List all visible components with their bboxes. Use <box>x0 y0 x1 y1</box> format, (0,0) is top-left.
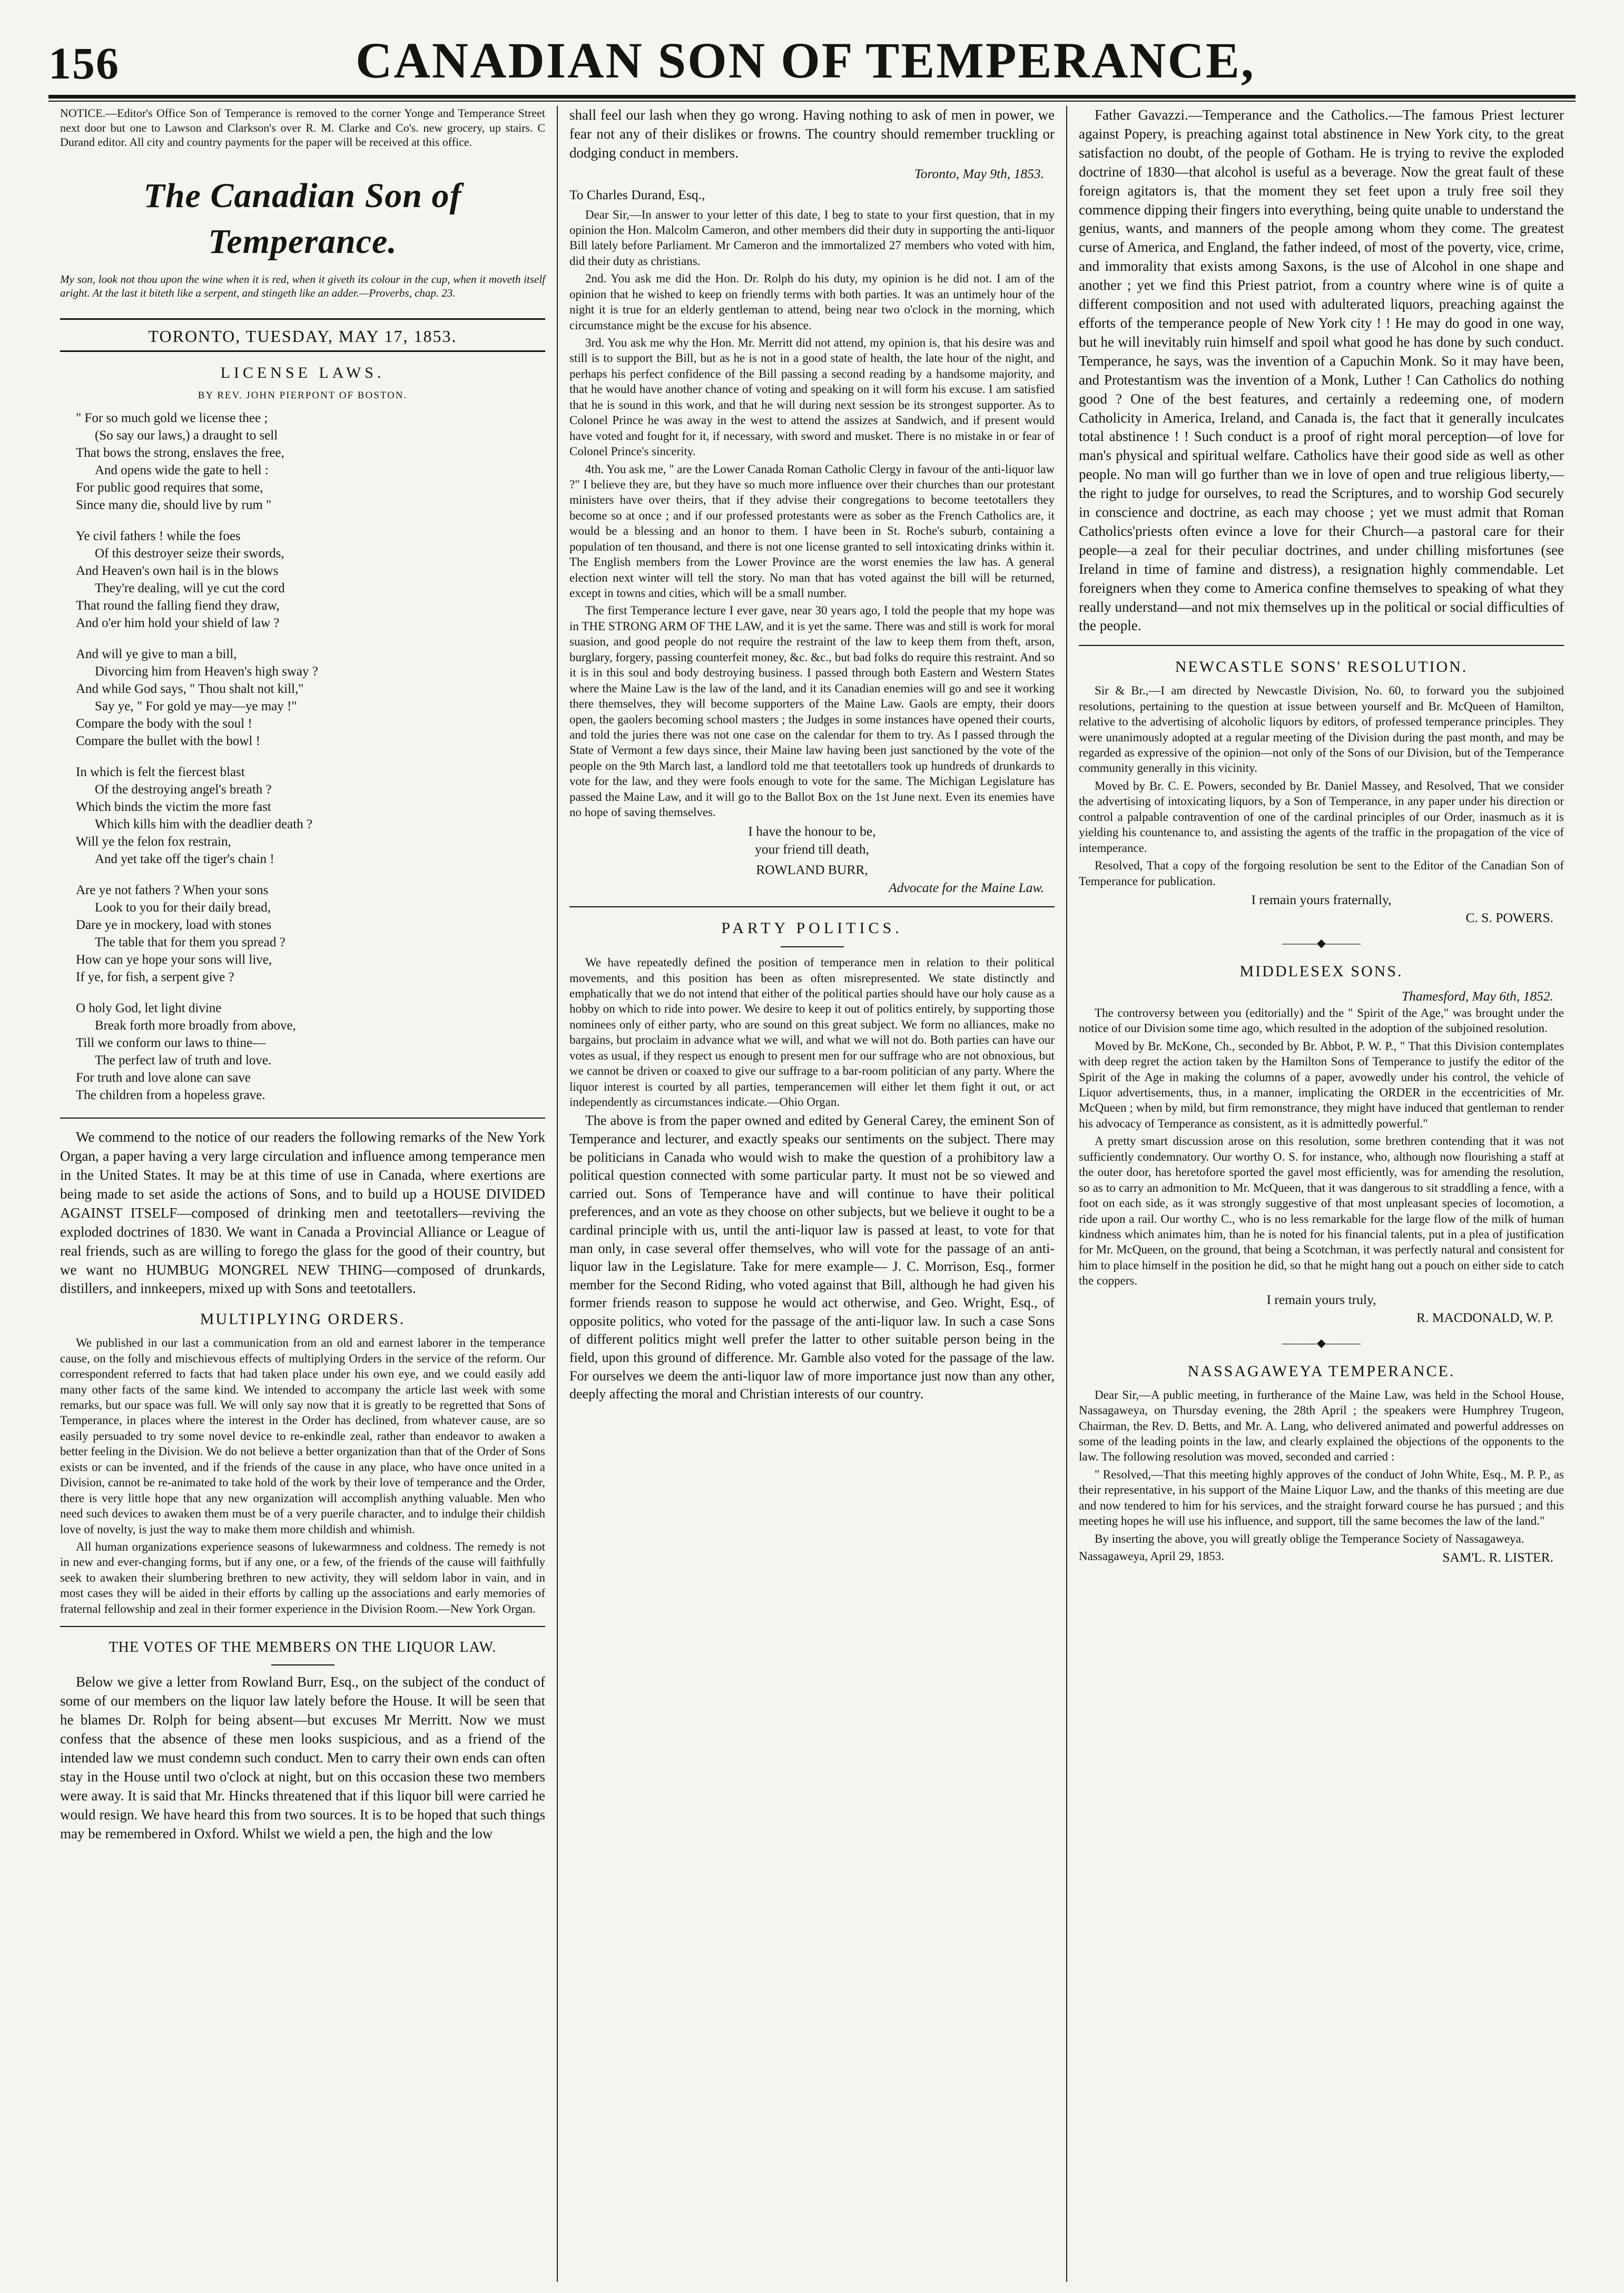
title-rule <box>271 1664 334 1665</box>
article-paragraph: Sir & Br.,—I am directed by Newcastle Division, No. 60, to forward you the subjoined resolutions, pertaining to the question at issue between yourself and Br. McQueen of Hamilton, relative to the advertising of alcoholic liquors by editors, of professed temperance principles. They were unanimously adopted at a regular meeting of the Division during the past month, and may be regarded as expressive of the opinion—not only of the Sons of our Division, but of the Temperance community generally in this vicinity. <box>1079 684 1564 775</box>
middlesex-title: MIDDLESEX SONS. <box>1239 963 1403 981</box>
section-divider <box>569 906 1055 907</box>
letter-dateline: Nassagaweya, April 29, 1853. <box>1079 1550 1224 1563</box>
motto: My son, look not thou upon the wine when it is red, when it giveth its colour in the cup, when it moveth itself aright. At the last it biteth like a serpent, and stingeth like an adder.—Proverbs, chap. 23. <box>60 273 545 300</box>
poem-line: Say ye, " For gold ye may—ye may !" <box>95 699 297 714</box>
office-notice: NOTICE.—Editor's Office Son of Temperance is removed to the corner Yonge and Temperance Street next door but one to Lawson and Clarkson's over R. M. Clarke and Co's. new grocery, up stairs. C Durand editor. All city and country payments for the paper will be received at this office. <box>60 106 545 149</box>
letter-closing: your friend till death, <box>755 841 869 857</box>
columns <box>48 106 1576 2282</box>
poem <box>76 409 545 1104</box>
letter-signer-title: Advocate for the Maine Law. <box>889 880 1044 896</box>
stanza <box>76 527 545 632</box>
poem-line: And while God says, " Thou shalt not kill," <box>76 682 304 697</box>
letter-closing: I remain yours truly, <box>1266 1291 1376 1307</box>
column-3 <box>1067 106 1576 2282</box>
article-paragraph: Below we give a letter from Rowland Burr, Esq., on the subject of the conduct of some of our members on the liquor law lately before the House. It will be seen that he blames Dr. Rolph for being absent—but excuses Mr Merritt. Now we must confess that the absence of these men looks suspicious, and as a friend of the intended law we must condemn such conduct. Men to carry their own ends can often stay in the House until two o'clock at night, but on this occasion these two members were away. It is said that Mr. Hincks threatened that if this liquor bill were carried he would resign. We have heard this from two sources. It is to be hoped that such things may be remembered in Oxford. Whilst we wield a pen, the high and the low <box>60 1674 545 1841</box>
poem-line: " For so much gold we license thee ; <box>76 411 268 426</box>
title-rule <box>781 946 844 947</box>
letter-dateline: Thamesford, May 6th, 1852. <box>1401 988 1553 1004</box>
poem-line: They're dealing, will ye cut the cord <box>95 581 285 596</box>
article-paragraph: We published in our last a communication from an old and earnest laborer in the temperance cause, on the folly and mischievous effects of multiplying Orders in the service of the reform. Our correspondent referred to facts that had taken place under his own eye, and we could easily add many other facts of the same kind. We intended to accompany the article last week with some remarks, but our space was full. We will only say now that it is greatly to be regretted that Sons of Temperance, in places where the interest in the Order has declined, from whatever cause, are so easily persuaded to try some novel device to re-enkindle zeal, rather than endeavor to awaken a better feeling in the Division. We do not believe a better organization than that of the Order of Sons exists or can be invented, and if the friends of the cause in any place, who have once united in a Division, cannot be re-animated to take hold of the work by their love of temperance and the Order, there is very little hope that any new organization will accomplish anything valuable. Men who need such devices to awaken them must be of a very puerile character, and to indulge their childish love of novelty, is just the way to make them more childish and whimish. <box>60 1336 545 1536</box>
poem-line: And opens wide the gate to hell : <box>95 463 269 478</box>
poem-line: The children from a hopeless grave. <box>76 1088 265 1103</box>
poem-line: And o'er him hold your shield of law ? <box>76 616 280 631</box>
masthead <box>48 31 1576 90</box>
letter-signer: SAM'L. R. LISTER. <box>1442 1550 1553 1565</box>
letter-closing: I have the honour to be, <box>748 823 876 839</box>
letter-signer: ROWLAND BURR, <box>756 862 868 878</box>
nassagaweya-title: NASSAGAWEYA TEMPERANCE. <box>1187 1362 1455 1380</box>
stanza <box>76 881 545 986</box>
column-1 <box>48 106 557 2282</box>
column-2 <box>558 106 1066 2282</box>
section-divider <box>60 1626 545 1627</box>
letter-paragraph: 2nd. You ask me did the Hon. Dr. Rolph do his duty, my opinion is he did not. I am of the opinion that he wished to keep on friendly terms with both parties. It was an untimely hour of the night it is true for an elderly gentleman to attend, being near two o'clock in the morning, which circumstance might be the excuse for his absence. <box>569 272 1055 332</box>
section-divider <box>1079 645 1564 646</box>
poem-line: For truth and love alone can save <box>76 1071 251 1085</box>
letter-closing: I remain yours fraternally, <box>1251 891 1392 907</box>
article-paragraph: The controversy between you (editorially) and the " Spirit of the Age," was brought under the notice of our Division some time ago, which resulted in the adoption of the subjoined resolution. <box>1079 1006 1564 1035</box>
stanza <box>76 409 545 514</box>
banner-title: The Canadian Son of Temperance. <box>143 176 462 261</box>
article-paragraph: Moved by Br. C. E. Powers, seconded by Br. Daniel Massey, and Resolved, That we consider the advertising of intoxicating liquors, by a Son of Temperance, in any paper under his direction or control a palpable contravention of one of the cardinal principles of our Order, inasmuch as it is yielding his countenance to, and assisting the agents of the traffic in the propagation of the vice of intemperance. <box>1079 779 1564 855</box>
newcastle-title: NEWCASTLE SONS' RESOLUTION. <box>1175 658 1468 676</box>
letter-signer: C. S. POWERS. <box>1465 909 1553 925</box>
letter-paragraph: 3rd. You ask me why the Hon. Mr. Merritt did not attend, my opinion is, that his desire was and still is to support the Bill, but as he is not in a good state of health, the late hour of the night, and perhaps his perfect confidence of the Bill passing a second reading by a handsome majority, and that he would have another chance of voting and speaking on it will form his excuse. I am satisfied that he is sound in this work, and that he will during next session be its strongest supporter. As to Colonel Prince he was away in the west to attend the assizes at Sandwich, and if present would have voted and fought for it, if necessary, with sword and musket. There is no mistake in or fear of Colonel Prince's sincerity. <box>569 336 1055 458</box>
issue-dateline: TORONTO, TUESDAY, MAY 17, 1853. <box>60 318 545 352</box>
poem-line: Look to you for their daily bread, <box>95 900 271 915</box>
poem-line: The table that for them you spread ? <box>95 935 286 950</box>
section-divider <box>60 1118 545 1119</box>
poem-line: And yet take off the tiger's chain ! <box>95 852 274 867</box>
poem-line: Compare the bullet with the bowl ! <box>76 734 260 749</box>
signature-row <box>1079 1549 1564 1566</box>
votes-title: THE VOTES OF THE MEMBERS ON THE LIQUOR LAW. <box>109 1639 497 1656</box>
multiplying-orders-title: MULTIPLYING ORDERS. <box>200 1310 406 1328</box>
commend-paragraph: We commend to the notice of our readers the following remarks of the New York Organ, a paper having a very large circulation and influence among temperance men in the United States. It may be at this time of use in Canada, where exertions are being made to set aside the actions of Sons, and to build up a HOUSE DIVIDED AGAINST ITSELF—composed of drinking men and teetotallers—reviving the exploded doctrines of 1830. We want in Canada a Provincial Alliance or League of real friends, such as are willing to forego the glass for the good of their country, but we want no HUMBUG MONGREL NEW THING—composed of drunkards, distillers, and innkeepers, mixed up with Sons and teetotallers. <box>60 1129 545 1297</box>
poem-line: That bows the strong, enslaves the free, <box>76 446 284 460</box>
divider-ornament: ———◆——— <box>1282 1336 1361 1349</box>
article-paragraph: By inserting the above, you will greatly oblige the Temperance Society of Nassagaweya. <box>1095 1532 1524 1545</box>
license-laws-byline: BY REV. JOHN PIERPONT OF BOSTON. <box>198 389 408 401</box>
poem-line: For public good requires that some, <box>76 481 263 495</box>
poem-line: (So say our laws,) a draught to sell <box>95 428 278 443</box>
article-paragraph: All human organizations experience seasons of lukewarmness and coldness. The remedy is not in new and ever-changing forms, but if any one, or a few, of the friends of the cause will faithfully seek to awaken their slumbering brethren to new activity, they will seldom labor in vain, and in most cases they will be aided in their efforts by calling up the associations and early memories of fraternal fellowship and zeal in their former experience in the Division Room.—New York Organ. <box>60 1540 545 1615</box>
stanza <box>76 999 545 1104</box>
letter-dateline: Toronto, May 9th, 1853. <box>914 165 1044 181</box>
article-paragraph: Moved by Br. McKone, Ch., seconded by Br. Abbot, P. W. P., " That this Division contemplates with deep regret the action taken by the Hamilton Sons of Temperance to justify the editor of the Spirit of the Age in making the columns of a paper, avowedly under his control, the vehicle of Liquor advertisements, thus, in a manner, implicating the ORDER in the eccentricities of Mr. McQueen ; when by mild, but firm remonstrance, they might have induced that gentleman to render his advocacy of Temperance as consistent, as it is admittedly powerful." <box>1079 1039 1564 1130</box>
stanza <box>76 763 545 868</box>
divider-ornament: ———◆——— <box>1282 936 1361 949</box>
poem-line: Ye civil fathers ! while the foes <box>76 529 241 544</box>
poem-line: Which kills him with the deadlier death ? <box>95 817 313 832</box>
poem-line: Of this destroyer seize their swords, <box>95 546 284 561</box>
poem-line: If ye, for fish, a serpent give ? <box>76 970 234 985</box>
poem-line: Of the destroying angel's breath ? <box>95 782 272 797</box>
poem-line: Divorcing him from Heaven's high sway ? <box>95 664 318 679</box>
article-paragraph: shall feel our lash when they go wrong. Having nothing to ask of men in power, we fear not any of their dislikes or frowns. The country should remember truckling or dodging conduct in members. <box>569 107 1055 161</box>
gavazzi-article: Father Gavazzi.—Temperance and the Catholics.—The famous Priest lecturer against Popery, is preaching against total abstinence in New York city, to the great satisfaction no doubt, of the people of Gotham. He is trying to revive the exploded doctrine of 1830—that alcohol is useful as a beverage. Now the great fault of these foreign agitators is, that the moment they set feet upon a truly free soil they commence dipping their fingers into everything, being quite unable to understand the genius, wants, and manners of the people among whom they come. The greatest curse of America, and England, the father indeed, of most of the poverty, vice, crime, and immorality that exists among Saxons, is the use of Alcohol in one shape and another ; yet we find this Priest patriot, from a country where wine is of quite a different composition and not used with adulterated liquors, preaching against the efforts of the temperance people of New York city ! ! He may do good in one way, but he will inevitably ruin himself and spoil what good he has done by such conduct. Temperance, he says, was the invention of a Capuchin Monk. So it may have been, and Protestantism was the invention of a Monk, Luther ! Can Catholics do nothing good ? One of the best features, and certainly a redeeming one, of modern Catholicity in America, Ireland, and Canada is, the fact that it generally inculcates total abstinence ! ! Such conduct is a proof of right moral perception—of love for man's physical and spiritual welfare. Catholics have their good side as well as other people. No man will go further than we in love of open and true religious liberty,—the right to judge for ourselves, to read the Scriptures, and to worship God securely in conscience and doctrine, as each may choose ; yet we must admit that Roman Catholics'priests often evince a love for their Church—a pastoral care for their people—a zeal for their peculiar doctrines, and under chilling misfortunes (see Ireland in time of famine and distress), a resignation highly commendable. Let foreigners when they come to America confine themselves to speaking of what they really understand—and not mix themselves up in the political or social difficulties of the people. <box>1079 107 1564 634</box>
article-paragraph: The above is from the paper owned and edited by General Carey, the eminent Son of Temperance and lecturer, and exactly speaks our sentiments on the subject. There may be politicians in Canada who would wish to make the question of a prohibitory law a political question connected with some particular party. It must not be so viewed and carried out. Sons of Temperance have and will continue to have their political preferences, and an vote as they choose on other subjects, but we believe it ought to be a cardinal principle with us, until the anti-liquor law is passed at least, to vote for that man only, in case several offer themselves, who will vote for the passage of an anti-liquor law in the Legislature. Take for mere example— J. C. Morrison, Esq., former member for the Second Riding, who voted against that Bill, although he had given his former friends reason to suppose he would act otherwise, and Geo. Wright, Esq., of opposite politics, who voted for the passage of the anti-liquor law. In such a case Sons of different politics might well prefer the latter to other suitable person being in the field, upon this ground of difference. Mr. Gamble also voted for the passage of the law. For ourselves we deem the anti-liquor law of more importance just now than any other, deeply affecting the moral and Christian interests of our country. <box>569 1113 1055 1402</box>
poem-line: Which binds the victim the more fast <box>76 800 271 815</box>
letter-salutation: To Charles Durand, Esq., <box>569 187 705 202</box>
poem-line: O holy God, let light divine <box>76 1001 222 1016</box>
poem-line: Are ye not fathers ? When your sons <box>76 883 269 898</box>
letter-paragraph: The first Temperance lecture I ever gave, near 30 years ago, I told the people that my hope was in THE STRONG ARM OF THE LAW, and it is yet the same. There was and still is work for moral suasion, and good people do not require the restraint of the law to keep them from theft, arson, burglary, forgery, passing counterfeit money, &c. &c., but bad folks do require this restraint. And so it is in this soul and body destroying business. I passed through both Eastern and Western States where the Maine Law is the law of the land, and it its Canadian enemies will go and see it working there themselves, they will become supporters of the Maine Law. Gaols are empty, their doors open, the gaolers becoming school masters ; the Judges in some instances have opened their courts, and told the juries there was not one case on the calendar for them to try. As I passed through the State of Vermont a few days since, their Maine law having been just sanctioned by the vote of the people on the 9th March last, a landlord told me that teetotallers took up hundreds of drunkards to vote for the law, and they were fools enough to vote for the same. The Michigan Legislature has passed the Maine Law, and it will go to the Ballot Box on the 1st June next. Even its enemies have no hope of saving themselves. <box>569 604 1055 819</box>
poem-line: That round the falling fiend they draw, <box>76 599 280 613</box>
license-laws-title: LICENSE LAWS. <box>220 364 385 382</box>
poem-line: Will ye the felon fox restrain, <box>76 835 231 849</box>
letter-paragraph: 4th. You ask me, " are the Lower Canada Roman Catholic Clergy in favour of the anti-liquor law ?" I believe they are, but they have so much more influence over their churches than our protestant ministers have over theirs, that if they advise their congregations to become teetotallers they become so at once ; and if our professed protestants were as sober as the French Catholics are, it would be a blessing and an honor to them. I have been in St. Roche's suburb, containing a population of ten thousand, and there is not one license granted to sell intoxicating drinks within it. The English members from the Lower Province are the worst enemies the law has. A general election next winter will tell the story. No man that has voted against the bill will be returned, except in towns and cities, which will be a small number. <box>569 462 1055 600</box>
poem-line: Till we conform our laws to thine— <box>76 1036 266 1051</box>
poem-line: And will ye give to man a bill, <box>76 647 237 662</box>
masthead-rule <box>48 95 1576 99</box>
poem-line: In which is felt the fiercest blast <box>76 765 245 780</box>
poem-line: Dare ye in mockery, load with stones <box>76 918 272 933</box>
poem-line: How can ye hope your sons will live, <box>76 953 272 967</box>
poem-line: And Heaven's own hail is in the blows <box>76 564 279 579</box>
poem-line: Since many die, should live by rum " <box>76 498 272 513</box>
letter-paragraph: Dear Sir,—In answer to your letter of this date, I beg to state to your first question, that in my opinion the Hon. Malcolm Cameron, and other members did their duty in supporting the anti-liquor Bill lately before Parliament. Mr Cameron and the immortalized 27 members who voted with him, did their duty as christians. <box>569 208 1055 268</box>
poem-line: Compare the body with the soul ! <box>76 717 252 731</box>
page-number: 156 <box>48 38 120 89</box>
letter-signer: R. MACDONALD, W. P. <box>1416 1309 1553 1325</box>
masthead-rule-thin <box>48 101 1576 102</box>
article-paragraph: Resolved, That a copy of the forgoing resolution be sent to the Editor of the Canadian Son of Temperance for publication. <box>1079 859 1564 888</box>
article-paragraph: A pretty smart discussion arose on this resolution, some brethren contending that it was not sufficiently condemnatory. Our worthy O. S. for instance, who, although now flourishing a staff at the outer door, has heretofore sported the gavel most efficiently, was for amending the resolution, so as to carry an admonition to Mr. McQueen, that it was dangerous to sit straddling a fence, with a foot on each side, as it was strongly suggestive of that most unpleasant species of locomotion, a ride upon a rail. Our worthy C., who is no less remarkable for the large flow of the milk of human kindness which animates him, than he is noted for his financial talents, put in a plea of justification for Mr. McQueen, on the ground, that being a Scotchman, it was perfectly natural and consistent for him to place himself in the position he did, so that he might hang out a pouch on either side to catch the coppers. <box>1079 1134 1564 1288</box>
paper-name: CANADIAN SON OF TEMPERANCE, <box>356 32 1255 89</box>
poem-line: The perfect law of truth and love. <box>95 1053 272 1068</box>
article-paragraph: Dear Sir,—A public meeting, in furtherance of the Maine Law, was held in the School House, Nassagaweya, on Thursday evening, the 28th April ; the speakers were Humphrey Trugeon, Chairman, the Rev. D. Betts, and Mr. A. Lang, who delivered animated and powerful addresses on some of the leading points in the law, and clearly explained the objections of the opponents to the law. The following resolution was moved, seconded and carried : <box>1079 1388 1564 1464</box>
stanza <box>76 645 545 750</box>
party-politics-title: PARTY POLITICS. <box>721 919 903 937</box>
article-paragraph: We have repeatedly defined the position of temperance men in relation to their political movements, and this position has been as often misrepresented. We state distinctly and emphatically that we do not intend that either of the political parties should have our holy cause as a hobby on which to ride into power. We desire to keep it out of politics entirely, by supporting those nominees only of either party, who are sound on this great subject. We form no alliances, make no bargains, but proclaim in advance what we will, and what we will not do. Both parties can have our votes as usual, if they respect us enough to present men for our suffrage who are not obnoxious, but we cannot be driven or coaxed to give our suffrage to a bar-room politician of any party. Where the liquor interest is courted by all parties, temperancemen will either let them fight it out, or act independently as circumstances indicate.—Ohio Organ. <box>569 956 1055 1109</box>
article-paragraph: " Resolved,—That this meeting highly approves of the conduct of John White, Esq., M. P. P., as their representative, in his support of the Maine Liquor Law, and the thanks of this meeting are due and now tendered to him for his services, and the straight forward course he has pursued ; and this meeting hopes he will use his influence, and support, till the same becomes the law of the land." <box>1079 1467 1564 1528</box>
poem-line: Break forth more broadly from above, <box>95 1018 296 1033</box>
